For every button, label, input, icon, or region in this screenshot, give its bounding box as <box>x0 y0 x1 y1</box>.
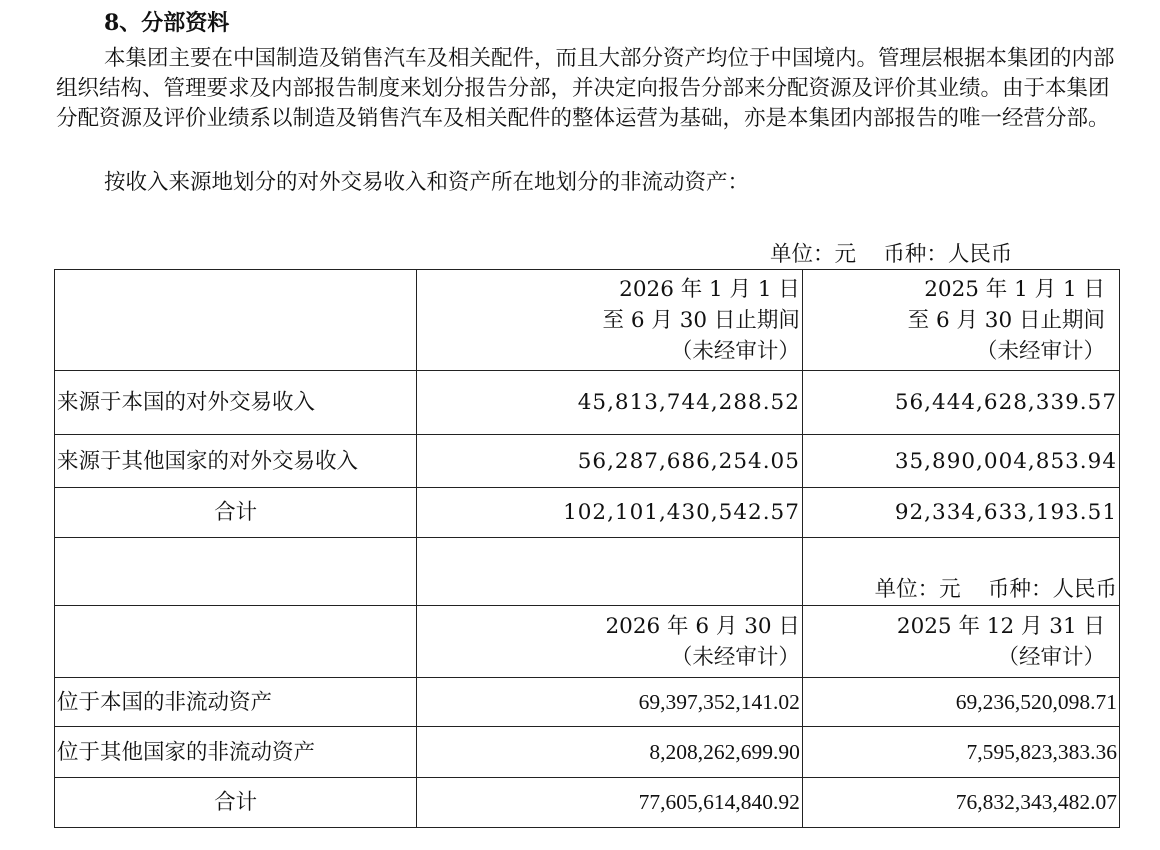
empty-cell <box>417 538 803 606</box>
table-row <box>55 678 1120 727</box>
section-heading: 8、分部资料 <box>104 10 230 36</box>
empty-cell <box>55 538 417 606</box>
total-row <box>55 778 1120 828</box>
table-row <box>55 727 1120 778</box>
row-label: 位于其他国家的非流动资产 <box>55 727 417 778</box>
asset-current-date-header: 2026 年 6 月 30 日 （未经审计） <box>417 606 803 678</box>
revenue-unit-note: 单位：元 币种：人民币 <box>770 242 1013 267</box>
row-label: 合计 <box>55 488 417 538</box>
revenue-header-row <box>55 270 1120 371</box>
current-value: 45,813,744,288.52 <box>417 371 803 435</box>
table-row <box>55 371 1120 435</box>
row-label: 来源于本国的对外交易收入 <box>55 371 417 435</box>
prior-value: 69,236,520,098.71 <box>802 678 1119 727</box>
prior-value: 7,595,823,383.36 <box>802 727 1119 778</box>
current-value: 77,605,614,840.92 <box>417 778 803 828</box>
total-row <box>55 488 1120 538</box>
table-intro-paragraph: 按收入来源地划分的对外交易收入和资产所在地划分的非流动资产： <box>104 170 750 195</box>
revenue-current-period-header: 2026 年 1 月 1 日 至 6 月 30 日止期间 （未经审计） <box>417 270 803 371</box>
row-label: 合计 <box>55 778 417 828</box>
asset-header-row <box>55 606 1120 678</box>
prior-value: 35,890,004,853.94 <box>802 435 1119 488</box>
empty-header-cell <box>55 270 417 371</box>
asset-unit-row <box>55 538 1120 606</box>
current-value: 69,397,352,141.02 <box>417 678 803 727</box>
current-value: 102,101,430,542.57 <box>417 488 803 538</box>
prior-value: 56,444,628,339.57 <box>802 371 1119 435</box>
table-row <box>55 435 1120 488</box>
revenue-prior-period-header: 2025 年 1 月 1 日 至 6 月 30 日止期间 （未经审计） <box>802 270 1119 371</box>
current-value: 8,208,262,699.90 <box>417 727 803 778</box>
segment-description-paragraph: 本集团主要在中国制造及销售汽车及相关配件，而且大部分资产均位于中国境内。管理层根据本集团的内部组织结构、管理要求及内部报告制度来划分报告分部，并决定向报告分部来分配资源及评价其业绩。由于本集团分配资源及评价业绩系以制造及销售汽车及相关配件的整体运营为基础，亦是本集团内部报告的唯一经营分部。 <box>56 46 1115 131</box>
current-value: 56,287,686,254.05 <box>417 435 803 488</box>
prior-value: 92,334,633,193.51 <box>802 488 1119 538</box>
row-label: 来源于其他国家的对外交易收入 <box>55 435 417 488</box>
segment-table <box>54 269 1120 828</box>
row-label: 位于本国的非流动资产 <box>55 678 417 727</box>
asset-prior-date-header: 2025 年 12 月 31 日 （经审计） <box>802 606 1119 678</box>
prior-value: 76,832,343,482.07 <box>802 778 1119 828</box>
asset-unit-note: 单位：元 币种：人民币 <box>802 538 1119 606</box>
empty-header-cell <box>55 606 417 678</box>
